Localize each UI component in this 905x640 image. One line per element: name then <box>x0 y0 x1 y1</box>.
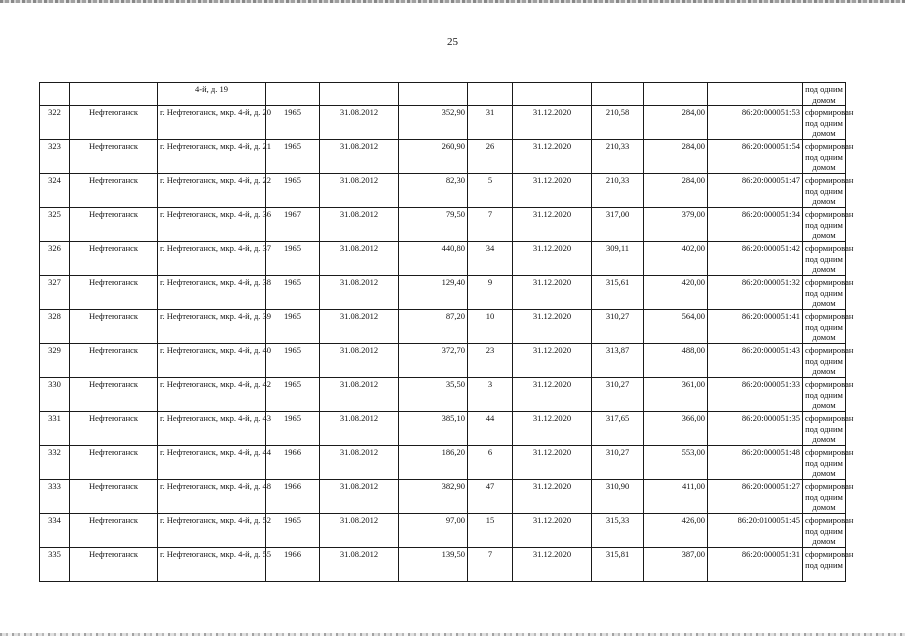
residents-cell: 10 <box>468 310 513 344</box>
land-plot-status-cell <box>803 344 854 378</box>
year-cell: 1965 <box>266 140 320 174</box>
settlement-cell: Нефтеюганск <box>70 242 158 276</box>
status-line: домом <box>812 264 836 274</box>
table-row <box>40 480 846 514</box>
area-cell: 372,70 <box>399 344 468 378</box>
cadastral-number-cell: 86:20:000051:43 <box>708 344 803 378</box>
status-line: под одним <box>805 525 843 536</box>
status-line: сформирован <box>805 515 854 525</box>
status-line: домом <box>812 332 836 342</box>
resettlement-deadline-cell: 31.12.2020 <box>513 276 592 310</box>
residents-cell: 7 <box>468 548 513 582</box>
row-number-cell: 326 <box>40 242 70 276</box>
cadastral-number-cell: 86:20:000051:53 <box>708 106 803 140</box>
rate-2-cell: 284,00 <box>644 140 708 174</box>
land-plot-status-cell <box>803 378 854 412</box>
address-cell: г. Нефтеюганск, мкр. 4-й, д. 20 <box>158 106 266 140</box>
cadastral-number-cell <box>708 83 803 106</box>
resettlement-deadline-cell: 31.12.2020 <box>513 446 592 480</box>
scan-edge-bottom <box>0 633 905 636</box>
status-line: под одним <box>805 84 843 94</box>
rate-1-cell: 315,33 <box>592 514 644 548</box>
cadastral-number-cell: 86:20:000051:48 <box>708 446 803 480</box>
housing-registry-table <box>39 82 854 582</box>
recognition-date-cell: 31.08.2012 <box>320 412 399 446</box>
residents-cell: 44 <box>468 412 513 446</box>
resettlement-deadline-cell: 31.12.2020 <box>513 378 592 412</box>
rate-2-cell: 402,00 <box>644 242 708 276</box>
recognition-date-cell: 31.08.2012 <box>320 140 399 174</box>
residents-cell: 7 <box>468 208 513 242</box>
resettlement-deadline-cell: 31.12.2020 <box>513 208 592 242</box>
cadastral-number-cell: 86:20:000051:35 <box>708 412 803 446</box>
status-line: сформирован <box>805 549 854 559</box>
residents-cell: 47 <box>468 480 513 514</box>
rate-1-cell: 317,00 <box>592 208 644 242</box>
residents-cell: 31 <box>468 106 513 140</box>
status-line: домом <box>812 366 836 376</box>
status-line: сформирован <box>805 345 854 355</box>
residents-cell: 3 <box>468 378 513 412</box>
year-cell: 1967 <box>266 208 320 242</box>
cadastral-number-cell: 86:20:000051:34 <box>708 208 803 242</box>
status-line: сформирован <box>805 141 854 151</box>
year-cell: 1965 <box>266 378 320 412</box>
table-row <box>40 242 846 276</box>
rate-2-cell: 411,00 <box>644 480 708 514</box>
rate-1-cell: 310,27 <box>592 378 644 412</box>
status-line: домом <box>812 502 836 512</box>
status-line: сформирован <box>805 413 854 423</box>
rate-1-cell: 315,61 <box>592 276 644 310</box>
table-row <box>40 514 846 548</box>
settlement-cell: Нефтеюганск <box>70 174 158 208</box>
land-plot-status-cell <box>803 412 854 446</box>
rate-1-cell <box>592 83 644 106</box>
year-cell: 1965 <box>266 412 320 446</box>
area-cell: 385,10 <box>399 412 468 446</box>
cadastral-number-cell: 86:20:000051:41 <box>708 310 803 344</box>
status-line: под одним <box>805 321 843 332</box>
cadastral-number-cell: 86:20:000051:31 <box>708 548 803 582</box>
resettlement-deadline-cell: 31.12.2020 <box>513 344 592 378</box>
address-cell: г. Нефтеюганск, мкр. 4-й, д. 55 <box>158 548 266 582</box>
status-line: домом <box>812 162 836 172</box>
year-cell <box>266 83 320 106</box>
cadastral-number-cell: 86:20:000051:54 <box>708 140 803 174</box>
rate-2-cell: 361,00 <box>644 378 708 412</box>
rate-1-cell: 210,33 <box>592 140 644 174</box>
address-cell: 4-й, д. 19 <box>158 83 266 106</box>
recognition-date-cell: 31.08.2012 <box>320 446 399 480</box>
residents-cell: 15 <box>468 514 513 548</box>
resettlement-deadline-cell: 31.12.2020 <box>513 242 592 276</box>
year-cell: 1966 <box>266 480 320 514</box>
cadastral-number-cell: 86:20:000051:32 <box>708 276 803 310</box>
cadastral-number-cell: 86:20:000051:27 <box>708 480 803 514</box>
resettlement-deadline-cell: 31.12.2020 <box>513 480 592 514</box>
address-cell: г. Нефтеюганск, мкр. 4-й, д. 43 <box>158 412 266 446</box>
recognition-date-cell: 31.08.2012 <box>320 310 399 344</box>
table-row <box>40 446 846 480</box>
rate-1-cell: 315,81 <box>592 548 644 582</box>
recognition-date-cell: 31.08.2012 <box>320 480 399 514</box>
rate-1-cell: 317,65 <box>592 412 644 446</box>
settlement-cell <box>70 83 158 106</box>
settlement-cell: Нефтеюганск <box>70 208 158 242</box>
row-number-cell: 328 <box>40 310 70 344</box>
rate-2-cell: 387,00 <box>644 548 708 582</box>
resettlement-deadline-cell: 31.12.2020 <box>513 106 592 140</box>
status-line: домом <box>812 434 836 444</box>
recognition-date-cell: 31.08.2012 <box>320 378 399 412</box>
status-line: домом <box>812 230 836 240</box>
residents-cell: 5 <box>468 174 513 208</box>
status-line: под одним <box>805 151 843 162</box>
row-number-cell: 329 <box>40 344 70 378</box>
row-number-cell <box>40 83 70 106</box>
cadastral-number-cell: 86:20:0100051:45 <box>708 514 803 548</box>
year-cell: 1965 <box>266 242 320 276</box>
row-number-cell: 325 <box>40 208 70 242</box>
address-cell: г. Нефтеюганск, мкр. 4-й, д. 42 <box>158 378 266 412</box>
year-cell: 1965 <box>266 106 320 140</box>
recognition-date-cell: 31.08.2012 <box>320 548 399 582</box>
settlement-cell: Нефтеюганск <box>70 480 158 514</box>
settlement-cell: Нефтеюганск <box>70 344 158 378</box>
status-line: домом <box>812 536 836 546</box>
resettlement-deadline-cell: 31.12.2020 <box>513 174 592 208</box>
recognition-date-cell: 31.08.2012 <box>320 208 399 242</box>
row-number-cell: 332 <box>40 446 70 480</box>
recognition-date-cell <box>320 83 399 106</box>
address-cell: г. Нефтеюганск, мкр. 4-й, д. 37 <box>158 242 266 276</box>
area-cell: 97,00 <box>399 514 468 548</box>
year-cell: 1966 <box>266 446 320 480</box>
area-cell: 440,80 <box>399 242 468 276</box>
recognition-date-cell: 31.08.2012 <box>320 106 399 140</box>
status-line: под одним <box>805 423 843 434</box>
status-line: сформирован <box>805 243 854 253</box>
address-cell: г. Нефтеюганск, мкр. 4-й, д. 40 <box>158 344 266 378</box>
rate-1-cell: 210,33 <box>592 174 644 208</box>
row-number-cell: 335 <box>40 548 70 582</box>
land-plot-status-cell <box>803 310 854 344</box>
land-plot-status-cell <box>803 242 854 276</box>
address-cell: г. Нефтеюганск, мкр. 4-й, д. 48 <box>158 480 266 514</box>
residents-cell <box>468 83 513 106</box>
table-row <box>40 106 846 140</box>
address-cell: г. Нефтеюганск, мкр. 4-й, д. 44 <box>158 446 266 480</box>
rate-1-cell: 310,27 <box>592 310 644 344</box>
area-cell: 35,50 <box>399 378 468 412</box>
status-line: под одним <box>805 389 843 400</box>
rate-2-cell: 564,00 <box>644 310 708 344</box>
rate-2-cell: 420,00 <box>644 276 708 310</box>
table-row <box>40 378 846 412</box>
status-line: сформирован <box>805 107 854 117</box>
status-line: сформирован <box>805 209 854 219</box>
status-line: под одним <box>805 491 843 502</box>
year-cell: 1965 <box>266 514 320 548</box>
row-number-cell: 324 <box>40 174 70 208</box>
scan-edge-top <box>0 0 905 3</box>
table-row <box>40 344 846 378</box>
rate-1-cell: 310,90 <box>592 480 644 514</box>
table-row <box>40 208 846 242</box>
status-line: домом <box>812 400 836 410</box>
status-line: домом <box>812 196 836 206</box>
rate-1-cell: 309,11 <box>592 242 644 276</box>
area-cell: 352,90 <box>399 106 468 140</box>
resettlement-deadline-cell: 31.12.2020 <box>513 140 592 174</box>
table-row <box>40 548 846 582</box>
cadastral-number-cell: 86:20:000051:42 <box>708 242 803 276</box>
table-row <box>40 140 846 174</box>
residents-cell: 34 <box>468 242 513 276</box>
residents-cell: 9 <box>468 276 513 310</box>
resettlement-deadline-cell: 31.12.2020 <box>513 412 592 446</box>
status-line: сформирован <box>805 311 854 321</box>
settlement-cell: Нефтеюганск <box>70 106 158 140</box>
status-line: сформирован <box>805 277 854 287</box>
year-cell: 1966 <box>266 548 320 582</box>
table-row <box>40 310 846 344</box>
recognition-date-cell: 31.08.2012 <box>320 344 399 378</box>
settlement-cell: Нефтеюганск <box>70 140 158 174</box>
rate-2-cell: 379,00 <box>644 208 708 242</box>
status-line: под одним <box>805 253 843 264</box>
settlement-cell: Нефтеюганск <box>70 378 158 412</box>
status-line: домом <box>812 128 836 138</box>
address-cell: г. Нефтеюганск, мкр. 4-й, д. 21 <box>158 140 266 174</box>
cadastral-number-cell: 86:20:000051:47 <box>708 174 803 208</box>
resettlement-deadline-cell: 31.12.2020 <box>513 514 592 548</box>
area-cell: 79,50 <box>399 208 468 242</box>
land-plot-status-cell <box>803 480 854 514</box>
table-row-partial <box>40 83 846 106</box>
settlement-cell: Нефтеюганск <box>70 548 158 582</box>
table-row <box>40 412 846 446</box>
land-plot-status-cell <box>803 140 854 174</box>
address-cell: г. Нефтеюганск, мкр. 4-й, д. 39 <box>158 310 266 344</box>
recognition-date-cell: 31.08.2012 <box>320 174 399 208</box>
status-line: под одним <box>805 559 843 570</box>
land-plot-status-cell <box>803 83 846 106</box>
residents-cell: 26 <box>468 140 513 174</box>
row-number-cell: 327 <box>40 276 70 310</box>
status-line: под одним <box>805 185 843 196</box>
area-cell: 129,40 <box>399 276 468 310</box>
table-row <box>40 276 846 310</box>
row-number-cell: 330 <box>40 378 70 412</box>
status-line: под одним <box>805 117 843 128</box>
rate-2-cell: 488,00 <box>644 344 708 378</box>
land-plot-status-cell <box>803 106 854 140</box>
area-cell: 382,90 <box>399 480 468 514</box>
rate-2-cell: 553,00 <box>644 446 708 480</box>
status-line: сформирован <box>805 379 854 389</box>
recognition-date-cell: 31.08.2012 <box>320 242 399 276</box>
land-plot-status-cell <box>803 174 854 208</box>
area-cell: 260,90 <box>399 140 468 174</box>
rate-1-cell: 313,87 <box>592 344 644 378</box>
row-number-cell: 333 <box>40 480 70 514</box>
land-plot-status-cell <box>803 548 854 582</box>
residents-cell: 6 <box>468 446 513 480</box>
row-number-cell: 334 <box>40 514 70 548</box>
settlement-cell: Нефтеюганск <box>70 412 158 446</box>
resettlement-deadline-cell: 31.12.2020 <box>513 548 592 582</box>
status-line: под одним <box>805 219 843 230</box>
status-line: под одним <box>805 355 843 366</box>
year-cell: 1965 <box>266 344 320 378</box>
page-number: 25 <box>447 36 458 48</box>
resettlement-deadline-cell <box>513 83 592 106</box>
settlement-cell: Нефтеюганск <box>70 310 158 344</box>
rate-2-cell <box>644 83 708 106</box>
year-cell: 1965 <box>266 310 320 344</box>
row-number-cell: 331 <box>40 412 70 446</box>
settlement-cell: Нефтеюганск <box>70 446 158 480</box>
residents-cell: 23 <box>468 344 513 378</box>
year-cell: 1965 <box>266 174 320 208</box>
area-cell: 186,20 <box>399 446 468 480</box>
land-plot-status-cell <box>803 276 854 310</box>
rate-1-cell: 310,27 <box>592 446 644 480</box>
area-cell: 139,50 <box>399 548 468 582</box>
status-line: сформирован <box>805 175 854 185</box>
address-cell: г. Нефтеюганск, мкр. 4-й, д. 38 <box>158 276 266 310</box>
area-cell <box>399 83 468 106</box>
row-number-cell: 323 <box>40 140 70 174</box>
status-line: домом <box>812 298 836 308</box>
status-line: под одним <box>805 457 843 468</box>
status-line: сформирован <box>805 447 854 457</box>
rate-2-cell: 284,00 <box>644 106 708 140</box>
rate-2-cell: 426,00 <box>644 514 708 548</box>
address-cell: г. Нефтеюганск, мкр. 4-й, д. 52 <box>158 514 266 548</box>
rate-2-cell: 366,00 <box>644 412 708 446</box>
land-plot-status-cell <box>803 514 854 548</box>
address-cell: г. Нефтеюганск, мкр. 4-й, д. 22 <box>158 174 266 208</box>
table-row <box>40 174 846 208</box>
land-plot-status-cell <box>803 446 854 480</box>
area-cell: 82,30 <box>399 174 468 208</box>
status-line: сформирован <box>805 481 854 491</box>
area-cell: 87,20 <box>399 310 468 344</box>
resettlement-deadline-cell: 31.12.2020 <box>513 310 592 344</box>
settlement-cell: Нефтеюганск <box>70 514 158 548</box>
recognition-date-cell: 31.08.2012 <box>320 276 399 310</box>
address-cell: г. Нефтеюганск, мкр. 4-й, д. 36 <box>158 208 266 242</box>
row-number-cell: 322 <box>40 106 70 140</box>
land-plot-status-cell <box>803 208 854 242</box>
settlement-cell: Нефтеюганск <box>70 276 158 310</box>
cadastral-number-cell: 86:20:000051:33 <box>708 378 803 412</box>
status-line: под одним <box>805 287 843 298</box>
year-cell: 1965 <box>266 276 320 310</box>
rate-2-cell: 284,00 <box>644 174 708 208</box>
status-line: домом <box>812 94 836 105</box>
rate-1-cell: 210,58 <box>592 106 644 140</box>
status-line: домом <box>812 468 836 478</box>
recognition-date-cell: 31.08.2012 <box>320 514 399 548</box>
